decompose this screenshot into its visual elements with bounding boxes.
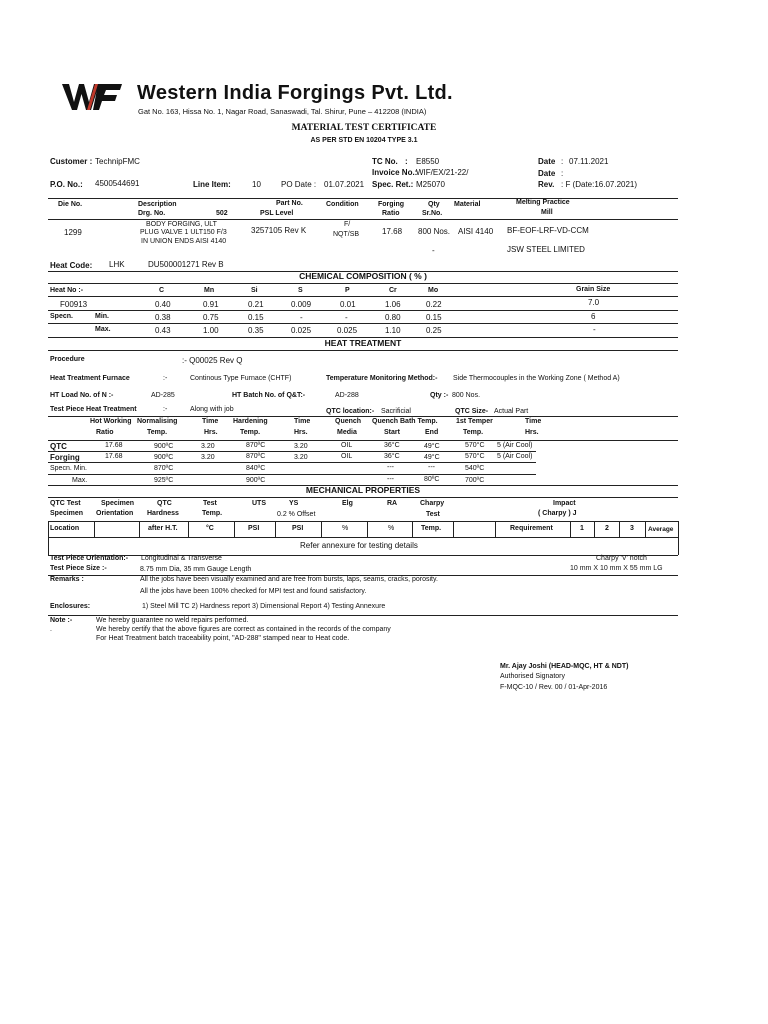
desc-line1: BODY FORGING, ULT — [146, 221, 217, 228]
heat-code-doc: DU500001271 Rev B — [148, 260, 224, 269]
forging-header: Forging — [378, 201, 405, 208]
ht-specn-min-label: Specn. Min. — [50, 465, 87, 472]
offset-header: 0.2 % Offset — [277, 511, 316, 518]
psl-header: PSL Level — [260, 210, 294, 217]
melting-header: Melting Practice — [516, 199, 570, 206]
srno-header: Sr.No. — [422, 210, 443, 217]
impact-header: Impact — [553, 500, 576, 507]
ht-batch-label: HT Batch No. of Q&T:- — [232, 392, 306, 399]
elem-p: P — [345, 287, 350, 294]
time2-header: Time — [294, 418, 311, 425]
condition-line1: F/ — [344, 221, 351, 228]
orientation-header: Orientation — [96, 510, 134, 517]
qty-header: Qty — [428, 201, 440, 208]
requirement-cell: Requirement — [510, 525, 553, 532]
drg-header: Drg. No. — [138, 210, 166, 217]
grain-value: 7.0 — [588, 298, 600, 307]
melting-value: BF-EOF-LRF-VD-CCM — [507, 226, 589, 235]
s-min: - — [300, 313, 303, 322]
hw-header: Hot Working — [90, 418, 132, 425]
qtc-hard: 870ºC — [246, 442, 266, 449]
elem-c: C — [159, 287, 165, 294]
bath-start-header: Start — [384, 429, 400, 436]
die-value: 1299 — [64, 228, 82, 237]
start-min: --- — [387, 464, 394, 471]
drg-number: 502 — [216, 210, 228, 217]
qty-value: 800 Nos. — [418, 227, 451, 236]
part-value: 3257105 Rev K — [251, 226, 307, 235]
mo-max: 0.25 — [426, 326, 442, 335]
si-min: 0.15 — [248, 313, 264, 322]
desc-line3: IN UNION ENDS AISI 4140 — [141, 238, 227, 245]
forging-norm: 900ºC — [154, 454, 174, 461]
charpy-test-header: Test — [426, 511, 440, 518]
temp-monitor-value: Side Thermocouples in the Working Zone ( Method A) — [453, 375, 620, 382]
heat-no-value: F00913 — [60, 300, 88, 309]
line-item-value: 10 — [252, 180, 261, 189]
po-value: 4500544691 — [95, 179, 140, 188]
date-value: 07.11.2021 — [569, 157, 609, 166]
charpy-notch: Charpy 'V' notch — [596, 555, 647, 562]
qtc-norm: 900ºC — [154, 443, 174, 450]
po-date-label: PO Date : — [281, 180, 317, 189]
mn-max: 1.00 — [203, 326, 219, 335]
invoice-value: WIF/EX/21-22/ — [416, 168, 469, 177]
uts-header: UTS — [252, 500, 266, 507]
srno-dash: - — [432, 246, 435, 255]
qtc-temper: 570°C — [465, 442, 485, 449]
deg-c-cell: °C — [206, 525, 214, 532]
procedure-label: Procedure — [50, 356, 85, 363]
condition-line2: NQT/SB — [333, 231, 360, 238]
forging-start: 36°C — [384, 453, 400, 460]
tc-value: E8550 — [416, 157, 440, 166]
customer-label: Customer : — [50, 157, 93, 166]
forging-temper: 570°C — [465, 453, 485, 460]
specimen-header: Specimen — [101, 500, 135, 507]
customer-value: TechnipFMC — [95, 157, 140, 166]
qtc-specimen-header: Specimen — [50, 510, 84, 517]
qtc-size-label: QTC Size- — [455, 408, 489, 415]
impact-charpy-header: ( Charpy ) J — [538, 510, 577, 517]
material-header: Material — [454, 201, 481, 208]
quench-bath-header: Quench Bath Temp. — [372, 418, 438, 425]
p-value: 0.01 — [340, 300, 356, 309]
norm-max: 925ºC — [154, 477, 174, 484]
p-min: - — [345, 313, 348, 322]
forging-time3: 5 (Air Cool) — [497, 453, 533, 460]
temper-temp-header: Temp. — [463, 429, 484, 436]
signer-name: Mr. Ajay Joshi (HEAD-MQC, HT & NDT) — [500, 663, 629, 670]
average-cell: Average — [648, 526, 674, 533]
date-label: Date — [538, 157, 556, 166]
qtc-time1: 3.20 — [201, 443, 215, 450]
note-line1: We hereby guarantee no weld repairs performed. — [96, 617, 249, 624]
impact-3-cell: 3 — [630, 525, 634, 532]
elg-header: Elg — [342, 500, 353, 507]
elem-mo: Mo — [428, 287, 439, 294]
part-header: Part No. — [276, 200, 303, 207]
annexure-note: Refer annexure for testing details — [300, 541, 418, 550]
ht-qty-value: 800 Nos. — [452, 392, 481, 399]
ratio-header: Ratio — [382, 210, 400, 217]
bath-end-header: End — [425, 429, 439, 436]
forging-time2: 3.20 — [294, 454, 308, 461]
company-name: Western India Forgings Pvt. Ltd. — [137, 82, 453, 104]
spec-label: Spec. Ret.: — [372, 180, 414, 189]
heat-no-header: Heat No :- — [50, 287, 84, 294]
spec-value: M25070 — [416, 180, 445, 189]
temper-min: 540ºC — [465, 465, 485, 472]
max-label: Max. — [95, 326, 111, 333]
remark-line1: All the jobs have been visually examined and are free from bursts, laps, seams, cracks, porosity. — [140, 576, 438, 583]
hrs1-header: Hrs. — [204, 429, 218, 436]
hardness-header: Hardness — [147, 510, 179, 517]
charpy-header: Charpy — [420, 500, 445, 507]
mn-min: 0.75 — [203, 313, 219, 322]
elem-si: Si — [251, 287, 258, 294]
furnace-colon: :- — [163, 375, 168, 382]
condition-header: Condition — [326, 201, 359, 208]
ht-max-label: Max. — [72, 477, 88, 484]
heat-section-title: HEAT TREATMENT — [324, 338, 402, 348]
forging-row-label: Forging — [50, 453, 80, 462]
ht-load-value: AD-285 — [151, 392, 175, 399]
form-number: F-MQC-10 / Rev. 00 / 01-Apr-2016 — [500, 684, 608, 691]
furnace-value: Continous Type Furnace (CHTF) — [190, 375, 292, 382]
line-item-label: Line Item: — [193, 180, 231, 189]
hardening-header: Hardening — [233, 418, 268, 425]
si-max: 0.35 — [248, 326, 264, 335]
mech-section-title: MECHANICAL PROPERTIES — [305, 485, 421, 495]
qtc-ratio: 17.68 — [105, 442, 123, 449]
cr-max: 1.10 — [385, 326, 401, 335]
material-value: AISI 4140 — [458, 227, 494, 236]
desc-line2: PLUG VALVE 1 ULT150 F/3 — [140, 229, 227, 236]
ht-qty-label: Qty :- — [430, 392, 449, 399]
heat-code-value: LHK — [109, 260, 125, 269]
elem-mn: Mn — [204, 287, 215, 294]
ratio-value: 17.68 — [382, 227, 403, 236]
forging-ratio: 17.68 — [105, 453, 123, 460]
note-dot: . — [50, 626, 52, 633]
chem-section-title: CHEMICAL COMPOSITION ( % ) — [299, 271, 427, 281]
mill-value: JSW STEEL LIMITED — [507, 245, 585, 254]
forging-hard: 870ºC — [246, 453, 266, 460]
hrs3-header: Hrs. — [525, 429, 539, 436]
location-cell: Location — [50, 525, 80, 532]
si-value: 0.21 — [248, 300, 264, 309]
note-line3: For Heat Treatment batch traceability point, "AD-288" stamped near to Heat code. — [96, 635, 350, 642]
c-max: 0.43 — [155, 326, 171, 335]
specn-label: Specn. — [50, 313, 73, 320]
qtc-media: OIL — [341, 442, 353, 449]
qtc-location-value: Sacrificial — [381, 408, 411, 415]
hard-min: 840ºC — [246, 465, 266, 472]
cr-value: 1.06 — [385, 300, 401, 309]
note-label: Note :- — [50, 617, 73, 624]
norm-header: Normalising — [137, 418, 178, 425]
rev-label: Rev. — [538, 180, 555, 189]
tp-size-value: 8.75 mm Dia, 35 mm Gauge Length — [140, 566, 252, 573]
certificate-subtitle: AS PER STD EN 10204 TYPE 3.1 — [310, 137, 418, 144]
mo-min: 0.15 — [426, 313, 442, 322]
certificate-title: MATERIAL TEST CERTIFICATE — [291, 123, 437, 133]
tp-heat-colon: :- — [163, 406, 168, 413]
tp-heat-value: Along with job — [190, 406, 234, 413]
qtc-hard-header: QTC — [157, 500, 172, 507]
s-value: 0.009 — [291, 300, 312, 309]
p-max: 0.025 — [337, 326, 358, 335]
desc-header: Description — [138, 201, 177, 208]
hard-max: 900ºC — [246, 477, 266, 484]
grain-max: - — [593, 325, 596, 334]
tc-colon: : — [405, 157, 408, 166]
forging-end: 49°C — [424, 454, 440, 461]
qtc-row-label: QTC — [50, 442, 67, 451]
po-label: P.O. No.: — [50, 180, 83, 189]
elem-s: S — [298, 287, 303, 294]
test-header: Test — [203, 500, 217, 507]
qtc-end: 49°C — [424, 443, 440, 450]
mn-value: 0.91 — [203, 300, 219, 309]
ys-header: YS — [289, 500, 299, 507]
remarks-label: Remarks : — [50, 576, 84, 583]
note-line2: We hereby certify that the above figures are correct as contained in the records of the company — [96, 626, 391, 633]
elg-pct-cell: % — [342, 525, 349, 532]
uts-psi-cell: PSI — [248, 525, 260, 532]
date-colon: : — [561, 157, 564, 166]
ra-pct-cell: % — [388, 525, 395, 532]
end-max: 80ºC — [424, 476, 440, 483]
mo-value: 0.22 — [426, 300, 442, 309]
c-value: 0.40 — [155, 300, 171, 309]
qtc-time3: 5 (Air Cool) — [497, 442, 533, 449]
after-ht-cell: after H.T. — [148, 525, 178, 532]
tp-orientation-label: Test Piece Orientation:- — [50, 555, 129, 562]
qtc-size-value: Actual Part — [494, 408, 529, 415]
tc-label: TC No. — [372, 157, 398, 166]
norm-temp-header: Temp. — [147, 429, 168, 436]
start-max: --- — [387, 476, 394, 483]
tp-orientation-value: Longitudinal & Transverse — [141, 555, 222, 562]
grain-header: Grain Size — [576, 286, 611, 293]
heat-code-label: Heat Code: — [50, 261, 93, 270]
hard-temp-header: Temp. — [240, 429, 261, 436]
time3-header: Time — [525, 418, 542, 425]
po-date-value: 01.07.2021 — [324, 180, 365, 189]
grain-min: 6 — [591, 312, 596, 321]
date2-colon: : — [561, 169, 564, 178]
rev-value: : F (Date:16.07.2021) — [561, 180, 638, 189]
ra-header: RA — [387, 500, 398, 507]
remark-line2: All the jobs have been 100% checked for MPI test and found satisfactory. — [140, 588, 367, 595]
temp-monitor-label: Temperature Monitoring Method:- — [326, 375, 438, 382]
temper-header: 1st Temper — [456, 418, 493, 425]
qtc-start: 36°C — [384, 442, 400, 449]
company-address: Gat No. 163, Hissa No. 1, Nagar Road, Sanaswadi, Tal. Shirur, Pune – 412208 (INDIA) — [138, 107, 427, 116]
cr-min: 0.80 — [385, 313, 401, 322]
furnace-label: Heat Treatment Furnace — [50, 375, 130, 382]
hw-ratio-header: Ratio — [96, 429, 114, 436]
enclosures-value: 1) Steel Mill TC 2) Hardness report 3) Dimensional Report 4) Testing Annexure — [142, 603, 386, 610]
ys-psi-cell: PSI — [292, 525, 304, 532]
invoice-label: Invoice No.: — [372, 168, 418, 177]
impact-1-cell: 1 — [580, 525, 584, 532]
tp-heat-label: Test Piece Heat Treatment — [50, 406, 137, 413]
qtc-time2: 3.20 — [294, 443, 308, 450]
quench-media-header: Media — [337, 429, 357, 436]
min-label: Min. — [95, 313, 109, 320]
forging-media: OIL — [341, 453, 353, 460]
mill-header: Mill — [541, 209, 553, 216]
qtc-test-header: QTC Test — [50, 500, 81, 507]
hrs2-header: Hrs. — [294, 429, 308, 436]
charpy-temp-cell: Temp. — [421, 525, 442, 532]
die-header: Die No. — [58, 201, 83, 208]
impact-2-cell: 2 — [605, 525, 609, 532]
ht-batch-value: AD-288 — [335, 392, 359, 399]
c-min: 0.38 — [155, 313, 171, 322]
end-min: --- — [428, 464, 435, 471]
elem-cr: Cr — [389, 287, 397, 294]
test-temp-header: Temp. — [202, 510, 223, 517]
qtc-location-label: QTC location:- — [326, 408, 375, 415]
charpy-size: 10 mm X 10 mm X 55 mm LG — [570, 565, 663, 572]
forging-time1: 3.20 — [201, 454, 215, 461]
temper-max: 700ºC — [465, 477, 485, 484]
time1-header: Time — [202, 418, 219, 425]
signatory-title: Authorised Signatory — [500, 673, 565, 680]
date2-label: Date — [538, 169, 556, 178]
norm-min: 870ºC — [154, 465, 174, 472]
enclosures-label: Enclosures: — [50, 603, 91, 610]
quench-header: Quench — [335, 418, 362, 425]
company-logo — [62, 82, 124, 112]
procedure-value: :- Q00025 Rev Q — [182, 356, 243, 365]
ht-load-label: HT Load No. of N :- — [50, 392, 114, 399]
tp-size-label: Test Piece Size :- — [50, 565, 107, 572]
s-max: 0.025 — [291, 326, 312, 335]
